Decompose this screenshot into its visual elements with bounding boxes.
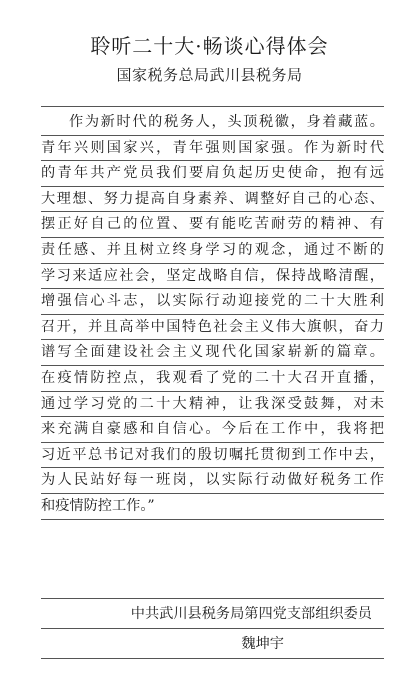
body-line: 摆正好自己的位置、要有能吃苦耐劳的精神、有 [41,212,384,238]
body-line: 作为新时代的税务人，头顶税徽，身着藏蓝。 [41,110,384,136]
body-line: 召开，并且高举中国特色社会主义伟大旗帜，奋力 [41,315,384,341]
body-line: 通过学习党的二十大精神，让我深受鼓舞，对未 [41,392,384,418]
body-line: 在疫情防控点，我观看了党的二十大召开直播， [41,366,384,392]
body-line: 增强信心斗志，以实际行动迎接党的二十大胜利 [41,289,384,315]
signature-name: 魏坤宇 [41,629,384,659]
body-line: 学习来适应社会，坚定战略自信，保持战略清醒， [41,264,384,290]
body-line: 习近平总书记对我们的殷切嘱托贯彻到工作中去， [41,443,384,469]
body-line: 的青年共产党员我们要肩负起历史使命，抱有远 [41,161,384,187]
top-rule [41,106,384,107]
document-subtitle: 国家税务总局武川县税务局 [116,66,303,84]
body-text [41,110,384,520]
body-line: 谱写全面建设社会主义现代化国家崭新的篇章。 [41,340,384,366]
signature-position: 中共武川县税务局第四党支部组织委员 [41,599,384,629]
signature-block [41,598,384,659]
body-line: 大理想、努力提高自身素养、调整好自己的心态、 [41,187,384,213]
document-title: 聆听二十大·畅谈心得体会 [90,34,329,58]
body-line: 来充满自豪感和自信心。今后在工作中，我将把 [41,417,384,443]
body-line: 青年兴则国家兴，青年强则国家强。作为新时代 [41,136,384,162]
body-line: 为人民站好每一班岗，以实际行动做好税务工作 [41,468,384,494]
body-line: 责任感、并且树立终身学习的观念，通过不断的 [41,238,384,264]
body-line: 和疫情防控工作。” [41,494,384,520]
